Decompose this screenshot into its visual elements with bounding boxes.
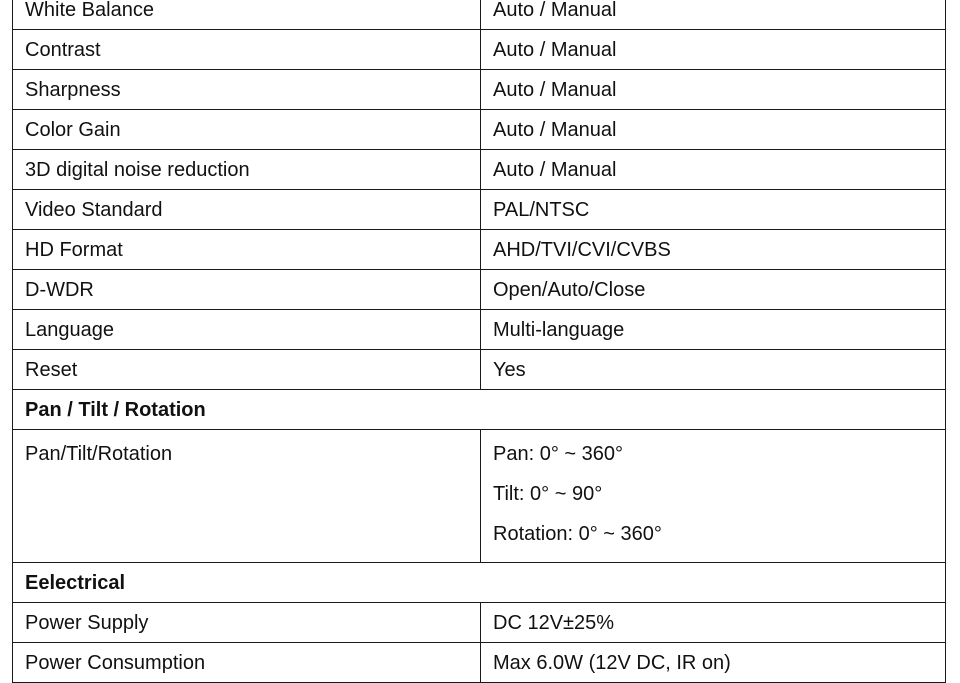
spec-label: Contrast — [13, 30, 481, 70]
spec-value: Auto / Manual — [481, 0, 946, 30]
spec-value-line: Pan: 0° ~ 360° — [493, 443, 623, 465]
spec-label: D-WDR — [13, 270, 481, 310]
spec-value: Yes — [481, 350, 946, 390]
spec-value: Multi-language — [481, 310, 946, 350]
spec-row — [13, 110, 946, 150]
spec-row — [13, 0, 946, 30]
spec-value: Max 6.0W (12V DC, IR on) — [481, 643, 946, 683]
spec-label: Sharpness — [13, 70, 481, 110]
spec-label: Color Gain — [13, 110, 481, 150]
spec-table-body — [13, 0, 946, 683]
spec-label: Video Standard — [13, 190, 481, 230]
spec-label: White Balance — [13, 0, 481, 30]
spec-row — [13, 30, 946, 70]
spec-value: AHD/TVI/CVI/CVBS — [481, 230, 946, 270]
spec-value — [481, 430, 946, 563]
spec-value-line: Tilt: 0° ~ 90° — [493, 483, 603, 505]
spec-value: DC 12V±25% — [481, 603, 946, 643]
spec-row — [13, 190, 946, 230]
spec-value: PAL/NTSC — [481, 190, 946, 230]
spec-label: Language — [13, 310, 481, 350]
spec-label: Power Consumption — [13, 643, 481, 683]
section-title: Eelectrical — [13, 563, 946, 603]
spec-label: Power Supply — [13, 603, 481, 643]
spec-row — [13, 230, 946, 270]
spec-value: Auto / Manual — [481, 110, 946, 150]
section-header-row — [13, 563, 946, 603]
spec-value-line: Rotation: 0° ~ 360° — [493, 523, 662, 545]
spec-row — [13, 643, 946, 683]
spec-value: Open/Auto/Close — [481, 270, 946, 310]
spec-row — [13, 603, 946, 643]
spec-row — [13, 430, 946, 563]
spec-label: Pan/Tilt/Rotation — [13, 430, 481, 563]
spec-label: Reset — [13, 350, 481, 390]
spec-row — [13, 150, 946, 190]
spec-label: HD Format — [13, 230, 481, 270]
spec-value: Auto / Manual — [481, 70, 946, 110]
spec-label: 3D digital noise reduction — [13, 150, 481, 190]
spec-row — [13, 270, 946, 310]
spec-value: Auto / Manual — [481, 150, 946, 190]
section-title: Pan / Tilt / Rotation — [13, 390, 946, 430]
section-header-row — [13, 390, 946, 430]
spec-row — [13, 70, 946, 110]
spec-table — [12, 0, 946, 683]
spec-row — [13, 350, 946, 390]
spec-value: Auto / Manual — [481, 30, 946, 70]
spec-row — [13, 310, 946, 350]
